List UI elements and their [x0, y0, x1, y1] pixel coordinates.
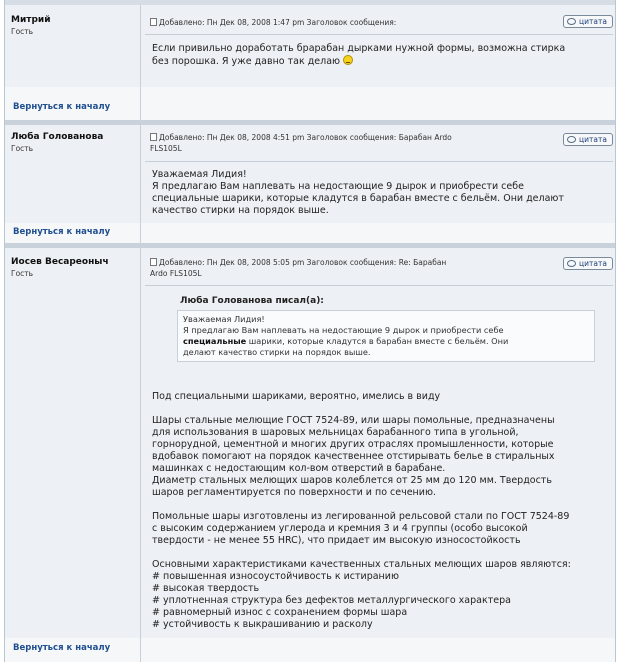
author-column — [5, 248, 141, 638]
smiley-icon — [343, 55, 353, 65]
post-icon — [150, 258, 157, 266]
post-meta: Добавлено: Пн Дек 08, 2008 1:47 pm Заголовок сообщения: — [150, 17, 396, 28]
post-1-footer — [5, 87, 615, 120]
post-body: Под специальными шариками, вероятно, имелись в виду Шары стальные мелющие ГОСТ 7524-89, или шары помольные, предназначены для использования в шаровых мельницах барабанного типа в угольной, горнорудной, цементной и многих других отраслях промышленности, которые вдобавок помогают на порядок качественнее отстирывать белье в стиральных машинках с недостающим кол-вом отверстий в барабане. Диаметр стальных мелющих шаров колеблется от 25 мм до 120 мм. Твердость шаров регламентируется по поверхности и по сечению. Помольные шары изготовлены из легированной рельсовой стали по ГОСТ 7524-89 с высоким содержанием углерода и кремния 3 и 4 группы (особо высокой твердости - не менее 55 HRC), что придает им высокую износостойкость Основными характеристиками качественных стальных мелющих шаров являются: # повышенная износоустойчивость к истиранию # высокая твердость # уплотненная структура без дефектов металлургического характера # равномерный износ с сохранением формы шара # устойчивость к выкрашиванию и расколу — [152, 391, 571, 630]
speech-bubble-icon — [567, 18, 576, 25]
quote-bold-word: специальные — [183, 336, 247, 346]
post-divider — [145, 161, 613, 162]
post-1 — [5, 5, 615, 87]
author-name: Иосев Весареоныч — [11, 257, 109, 267]
post-meta: Добавлено: Пн Дек 08, 2008 5:05 pm Заголовок сообщения: Re: Барабан Ardo FLS105L — [150, 258, 447, 278]
post-3-footer — [5, 638, 615, 662]
author-role: Гость — [11, 269, 34, 278]
author-name: Митрий — [11, 15, 51, 25]
quote-line-bold: специальные шарики, которые кладутся в барабан вместе с бельём. Они — [183, 336, 509, 346]
post-2-footer — [5, 223, 615, 243]
quote-box: Уважаемая Лидия! Я предлагаю Вам наплевать на недостающие 9 дырок и приобрести себе специальные шарики, которые кладутся в барабан вместе с бельём. Они делают качество стирки на порядок выше. — [177, 310, 595, 362]
author-role: Гость — [11, 27, 34, 36]
forum-thread — [4, 0, 616, 662]
post-3 — [5, 248, 615, 638]
post-icon — [150, 18, 157, 26]
post-icon — [150, 133, 157, 141]
quote-button[interactable]: цитата — [563, 257, 613, 270]
back-to-top-link[interactable]: Вернуться к началу — [13, 102, 111, 112]
author-name: Люба Голованова — [11, 132, 104, 142]
post-2 — [5, 125, 615, 223]
post-body: Если привильно доработать брарабан дырками нужной формы, возможна стирка без порошка. Я уже давно так делаю — [152, 43, 566, 67]
post-divider — [145, 285, 613, 286]
back-to-top-link[interactable]: Вернуться к началу — [13, 227, 111, 237]
quote-author: Люба Голованова писал(а): — [180, 296, 324, 306]
quote-button[interactable]: цитата — [563, 15, 613, 28]
speech-bubble-icon — [567, 260, 576, 267]
back-to-top-link[interactable]: Вернуться к началу — [13, 643, 111, 653]
speech-bubble-icon — [567, 136, 576, 143]
post-meta: Добавлено: Пн Дек 08, 2008 4:51 pm Заголовок сообщения: Барабан Ardo FLS105L — [150, 133, 452, 153]
author-role: Гость — [11, 144, 34, 153]
post-divider — [145, 34, 613, 35]
post-body: Уважаемая Лидия! Я предлагаю Вам наплевать на недостающие 9 дырок и приобрести себе специальные шарики, которые кладутся в барабан вместе с бельём. Они делают качество стирки на порядок выше. — [152, 169, 564, 216]
quote-button[interactable]: цитата — [563, 133, 613, 146]
